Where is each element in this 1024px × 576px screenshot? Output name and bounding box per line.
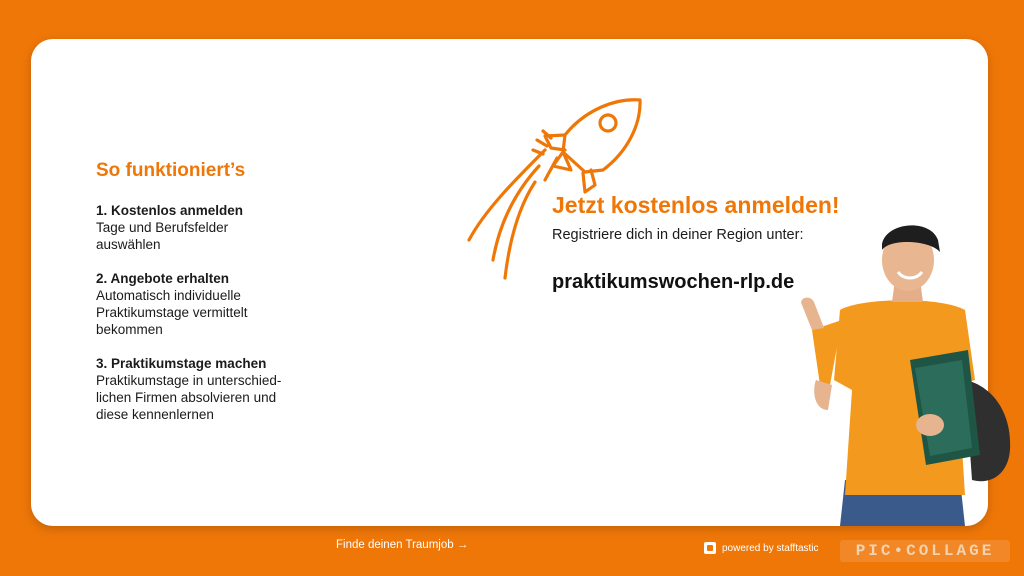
- step-desc-line: Praktikumstage vermittelt: [96, 305, 248, 320]
- step-desc-line: Tage und Berufsfelder: [96, 220, 229, 235]
- registration-url[interactable]: praktikumswochen-rlp.de: [552, 271, 795, 293]
- step-desc-line: diese kennenlernen: [96, 407, 214, 422]
- powered-by: [704, 542, 819, 554]
- pic-collage-watermark: PIC•COLLAGE: [840, 540, 1010, 562]
- step-3: [96, 355, 336, 423]
- step-desc-line: auswählen: [96, 237, 161, 252]
- how-it-works-title: So funktioniert’s: [96, 160, 246, 181]
- step-desc-line: lichen Firmen absolvieren und: [96, 390, 277, 405]
- step-title: 3. Praktikumstage machen: [96, 356, 267, 371]
- how-it-works-section: [96, 160, 336, 440]
- student-photo: [790, 210, 1020, 526]
- powered-by-text: powered by stafftastic: [722, 542, 819, 554]
- step-title: 2. Angebote erhalten: [96, 271, 230, 286]
- find-dream-job-link[interactable]: Finde deinen Traumjob →: [336, 539, 469, 551]
- step-desc-line: Praktikumstage in unterschied-: [96, 373, 282, 388]
- step-desc-line: bekommen: [96, 322, 163, 337]
- step-title: 1. Kostenlos anmelden: [96, 203, 244, 218]
- step-1: [96, 202, 336, 253]
- step-desc-line: Automatisch individuelle: [96, 288, 241, 303]
- step-2: [96, 270, 336, 338]
- cta-title: Jetzt kostenlos anmelden!: [552, 192, 840, 218]
- cta-subtitle: Registriere dich in deiner Region unter:: [552, 227, 804, 243]
- stafftastic-logo-icon: [704, 542, 716, 554]
